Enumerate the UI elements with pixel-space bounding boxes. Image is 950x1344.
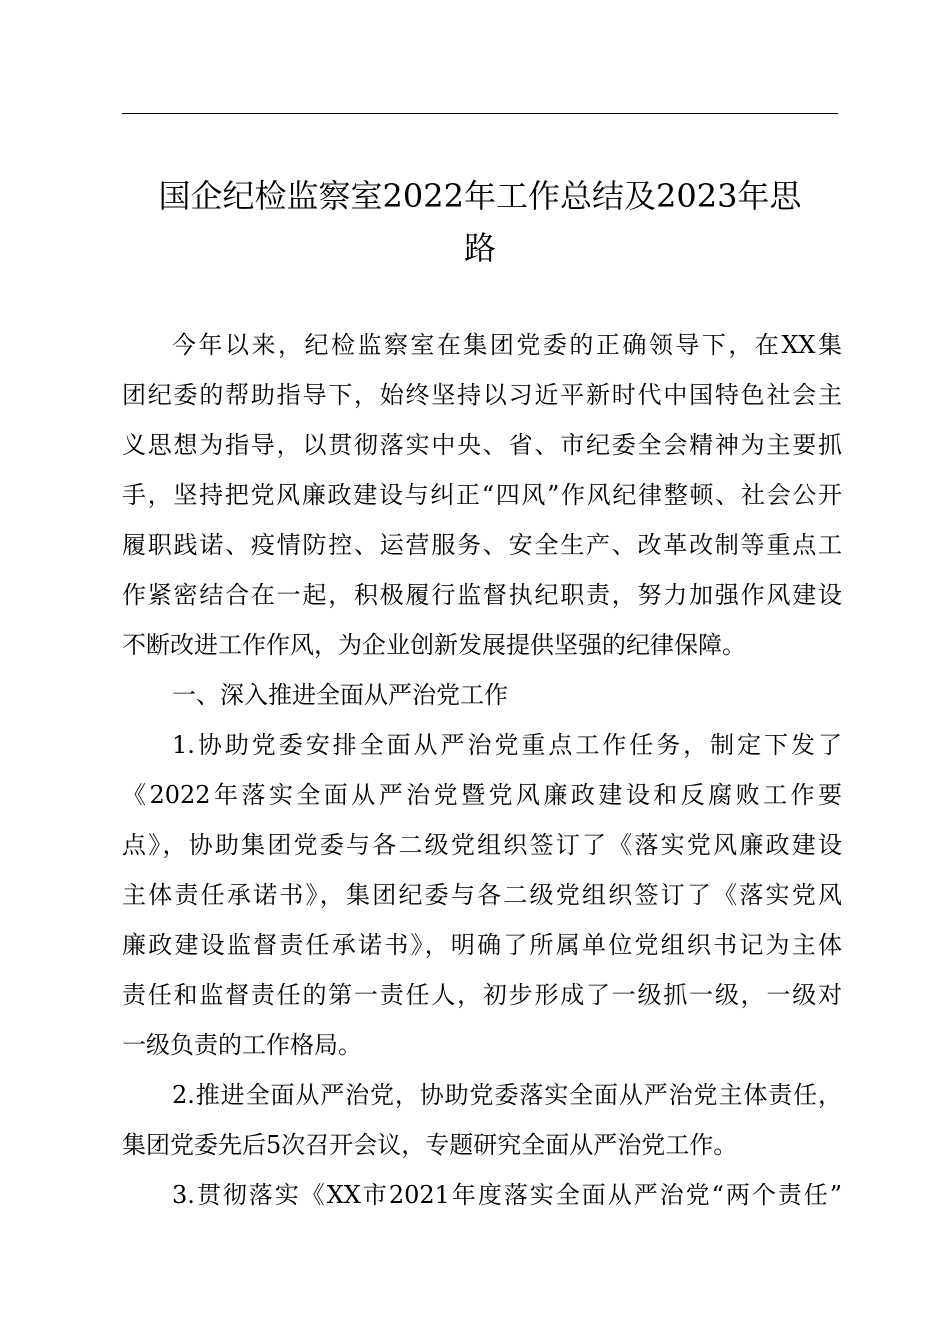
body-line: 主体责任承诺书》，集团纪委与各二级党组织签订了《落实党风 [122, 881, 842, 909]
body-line: 团纪委的帮助指导下，始终坚持以习近平新时代中国特色社会主 [122, 381, 842, 409]
body-line: 履职践诺、疫情防控、运营服务、安全生产、改革改制等重点工 [122, 531, 842, 559]
body-line: 不断改进工作作风，为企业创新发展提供坚强的纪律保障。 [122, 631, 746, 659]
section-heading: 一、深入推进全面从严治党工作 [172, 681, 508, 709]
body-line: 《2022年落实全面从严治党暨党风廉政建设和反腐败工作要 [122, 781, 842, 809]
body-line: 点》，协助集团党委与各二级党组织签订了《落实党风廉政建设 [122, 831, 842, 859]
body-line: 廉政建设监督责任承诺书》，明确了所属单位党组织书记为主体 [122, 931, 842, 959]
body-line: 2.推进全面从严治党，协助党委落实全面从严治党主体责任， [172, 1081, 842, 1109]
body-line: 义思想为指导，以贯彻落实中央、省、市纪委全会精神为主要抓 [122, 431, 842, 459]
body-line: 一级负责的工作格局。 [122, 1031, 362, 1059]
body-line: 责任和监督责任的第一责任人，初步形成了一级抓一级，一级对 [122, 981, 842, 1009]
document-title [115, 170, 845, 274]
body-line: 3.贯彻落实《XX市2021年度落实全面从严治党“两个责任” [172, 1181, 842, 1209]
body-line: 今年以来，纪检监察室在集团党委的正确领导下，在XX集 [172, 331, 842, 359]
body-line: 作紧密结合在一起，积极履行监督执纪职责，努力加强作风建设 [122, 581, 842, 609]
body-line: 1.协助党委安排全面从严治党重点工作任务，制定下发了 [172, 731, 842, 759]
body-line: 集团党委先后5次召开会议，专题研究全面从严治党工作。 [122, 1131, 738, 1159]
header-rule [122, 113, 838, 114]
title-line-1: 国企纪检监察室2022年工作总结及2023年思 [158, 177, 802, 215]
title-line-2: 路 [463, 229, 496, 267]
body-line: 手，坚持把党风廉政建设与纠正“四风”作风纪律整顿、社会公开 [122, 481, 842, 509]
